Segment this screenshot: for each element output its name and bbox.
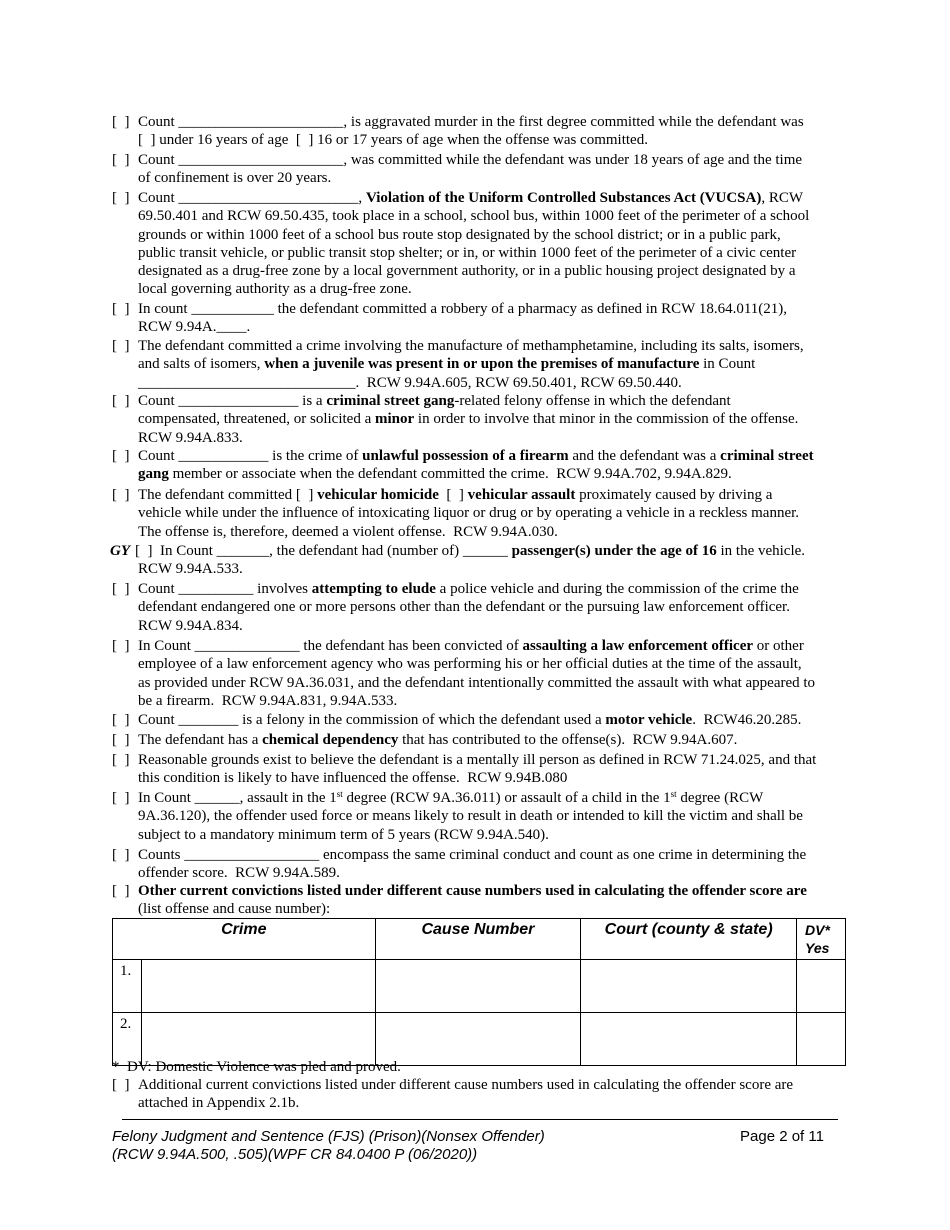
text-run: local governing authority as a drug-free zone. xyxy=(138,281,412,298)
finding-item xyxy=(112,789,839,844)
text-run: Counts __________________ encompass the same criminal conduct and count as one crime in determining the xyxy=(138,847,807,863)
finding-line xyxy=(138,826,839,844)
finding-line xyxy=(138,486,839,504)
finding-line xyxy=(138,864,839,882)
text-run: RCW 9.94A.____. xyxy=(138,319,251,336)
footer-title-line-2: (RCW 9.94A.500, .505)(WPF CR 84.0400 P (06/2020)) xyxy=(112,1146,478,1163)
finding-text xyxy=(138,189,839,299)
text-run: (list offense and cause number): xyxy=(138,901,331,918)
finding-item xyxy=(112,711,839,729)
text-run: Count ____________ is the crime of xyxy=(138,448,363,464)
text-run: . RCW46.20.285. xyxy=(692,712,802,728)
finding-line xyxy=(138,429,839,447)
finding-line xyxy=(138,374,839,392)
finding-text xyxy=(138,300,839,337)
text-run: in the vehicle. xyxy=(716,543,806,559)
table-header-row xyxy=(113,919,846,960)
finding-line xyxy=(138,465,839,483)
text-run: _____________________________. RCW 9.94A.605, RCW 69.50.401, RCW 69.50.440. xyxy=(138,374,682,391)
finding-item xyxy=(112,751,839,788)
text-run: [ ] xyxy=(438,487,468,503)
emphasis-text: vehicular homicide xyxy=(317,487,439,503)
emphasis-text: chemical dependency xyxy=(262,732,399,748)
cause-number-cell[interactable] xyxy=(375,960,581,1013)
emphasis-text: criminal street gang xyxy=(326,393,455,409)
finding-checkbox[interactable]: [ ] xyxy=(112,301,130,317)
finding-line xyxy=(138,207,839,225)
emphasis-text: passenger(s) under the age of 16 xyxy=(511,543,717,559)
emphasis-text: gang xyxy=(138,466,169,483)
finding-line xyxy=(138,113,839,131)
text-run: In Count ______, assault in the 1 xyxy=(138,790,337,806)
text-run: degree (RCW xyxy=(676,790,764,806)
finding-line xyxy=(138,392,839,410)
finding-checkbox[interactable]: [ ] xyxy=(112,638,130,654)
text-run: The defendant committed [ ] xyxy=(138,487,318,503)
text-run: In Count ______________ the defendant has been convicted of xyxy=(138,638,523,654)
gy-marker: GY xyxy=(110,543,130,559)
emphasis-text: Violation of the Uniform Controlled Substances Act (VUCSA) xyxy=(365,190,762,206)
finding-item xyxy=(112,486,839,541)
finding-line xyxy=(138,598,839,616)
column-header-cause-number: Cause Number xyxy=(375,919,581,960)
text-run: employee of a law enforcement agency who was performing his or her official duties at the time of the assault, xyxy=(138,656,802,673)
finding-text xyxy=(138,711,839,729)
court-cell[interactable] xyxy=(581,960,797,1013)
text-run: RCW 9.94A.533. xyxy=(138,561,243,578)
footer-title-line-1: Felony Judgment and Sentence (FJS) (Prison)(Nonsex Offender) xyxy=(112,1128,545,1145)
text-run: proximately caused by driving a xyxy=(575,487,773,503)
text-run: offender score. RCW 9.94A.589. xyxy=(138,865,340,882)
emphasis-text: motor vehicle xyxy=(605,712,693,728)
finding-checkbox[interactable]: [ ] xyxy=(112,581,130,597)
other-convictions-table xyxy=(112,918,846,1066)
finding-line xyxy=(138,318,839,336)
text-run: vehicle while under the influence of intoxicating liquor or drug or by operating a vehicle in a reckless manner. xyxy=(138,505,800,522)
finding-text xyxy=(138,151,839,188)
finding-checkbox[interactable]: [ ] xyxy=(112,190,130,206)
finding-text xyxy=(138,731,839,749)
finding-line xyxy=(138,655,839,673)
finding-line xyxy=(138,617,839,635)
finding-line xyxy=(138,189,839,207)
finding-line xyxy=(138,355,839,373)
gy-marker-wrap xyxy=(110,542,130,560)
text-run: RCW 9.94A.834. xyxy=(138,617,243,634)
text-run: designated as a drug-free zone by a local government authority, or in a public housing project designated by a xyxy=(138,263,796,280)
text-run: that has contributed to the offense(s). RCW 9.94A.607. xyxy=(398,732,738,748)
emphasis-text: criminal street xyxy=(720,448,814,464)
text-run: in order to involve that minor in the commission of the offense. xyxy=(414,411,799,428)
finding-text xyxy=(138,447,839,484)
finding-checkbox[interactable]: [ ] xyxy=(112,883,130,899)
dv-note xyxy=(112,1058,839,1076)
text-run: Reasonable grounds exist to believe the defendant is a mentally ill person as defined in RCW 71.24.025, and that xyxy=(138,752,817,768)
crime-cell[interactable] xyxy=(141,960,375,1013)
text-run: of confinement is over 20 years. xyxy=(138,170,332,187)
additional-convictions-item xyxy=(112,1076,839,1113)
finding-text xyxy=(135,542,839,579)
text-run: 9A.36.120), the offender used force or means likely to result in death or intended to kill the victim and shall be xyxy=(138,808,803,825)
emphasis-text: attempting to elude xyxy=(311,581,436,597)
text-run: 69.50.401 and RCW 69.50.435, took place in a school, school bus, within 1000 feet of the perimeter of a school xyxy=(138,208,810,225)
finding-checkbox[interactable]: [ ] xyxy=(112,732,130,748)
text-run: st xyxy=(336,789,343,799)
additional-line-1: Additional current convictions listed under different cause numbers used in calculating the offender score are xyxy=(138,1077,794,1093)
text-run: , RCW xyxy=(761,190,804,206)
checkbox-additional-convictions[interactable]: [ ] xyxy=(112,1077,130,1093)
finding-text xyxy=(138,751,839,788)
dv-cell[interactable] xyxy=(797,960,846,1013)
finding-line xyxy=(138,447,839,465)
finding-line xyxy=(138,789,839,807)
text-run: grounds or within 1000 feet of a school bus route stop designated by the school district; or in a public park, xyxy=(138,226,781,243)
finding-line xyxy=(138,131,839,149)
finding-item xyxy=(112,637,839,710)
finding-item xyxy=(112,300,839,337)
text-run: Count ______________________, is aggravated murder in the first degree committed while the defendant was xyxy=(138,114,804,130)
text-run: a police vehicle and during the commission of the crime the xyxy=(435,581,799,597)
emphasis-text: unlawful possession of a firearm xyxy=(362,448,569,464)
finding-text xyxy=(138,580,839,635)
finding-text xyxy=(138,637,839,710)
finding-item xyxy=(112,151,839,188)
finding-item xyxy=(112,392,839,447)
finding-line xyxy=(138,692,839,710)
text-run: and salts of isomers, xyxy=(138,356,265,373)
text-run: member or associate when the defendant committed the crime. RCW 9.94A.702, 9.94A.829. xyxy=(168,466,732,483)
finding-text xyxy=(138,882,839,919)
finding-item xyxy=(112,337,839,392)
text-run: or other xyxy=(753,638,804,654)
finding-text xyxy=(138,789,839,844)
finding-line xyxy=(138,244,839,262)
finding-item xyxy=(112,731,839,749)
finding-item xyxy=(112,447,839,484)
finding-line xyxy=(138,169,839,187)
text-run: In count ___________ the defendant committed a robbery of a pharmacy as defined in RCW 18.64.011(21), xyxy=(138,301,787,317)
text-run: Count ________________________, xyxy=(138,190,366,206)
finding-line xyxy=(138,751,839,769)
finding-line xyxy=(138,807,839,825)
finding-item xyxy=(112,846,839,883)
text-run: and the defendant was a xyxy=(568,448,721,464)
finding-line xyxy=(138,580,839,598)
finding-line xyxy=(138,337,839,355)
finding-item xyxy=(112,113,839,150)
emphasis-text: Other current convictions listed under different cause numbers used in calculating the offender score are xyxy=(138,883,807,899)
row-number: 2. xyxy=(113,1013,142,1066)
text-run: degree (RCW 9A.36.011) or assault of a child in the 1 xyxy=(342,790,671,806)
finding-text xyxy=(138,337,839,392)
text-run: [ ] In Count _______, the defendant had (number of) ______ xyxy=(135,543,512,559)
text-run: -related felony offense in which the defendant xyxy=(454,393,731,409)
finding-checkbox[interactable]: [ ] xyxy=(112,152,130,168)
text-run: Count ________ is a felony in the commission of which the defendant used a xyxy=(138,712,606,728)
text-run: public transit vehicle, or public transit stop shelter; or in, or within 1000 feet of the perimeter of a civic center xyxy=(138,244,797,261)
finding-checkbox[interactable]: [ ] xyxy=(112,790,130,806)
footer-page-number: Page 2 of 11 xyxy=(740,1128,824,1145)
emphasis-text: vehicular assault xyxy=(467,487,576,503)
column-header-crime: Crime xyxy=(113,919,376,960)
text-run: be a firearm. RCW 9.94A.831, 9.94A.533. xyxy=(138,692,398,709)
finding-line xyxy=(138,226,839,244)
text-run: subject to a mandatory minimum term of 5 years (RCW 9.94A.540). xyxy=(138,826,549,843)
finding-item xyxy=(112,189,839,299)
text-run: The defendant has a xyxy=(138,732,263,748)
dv-header-label: DV* xyxy=(805,922,830,938)
finding-checkbox[interactable]: [ ] xyxy=(112,712,130,728)
text-run: Count ______________________, was committed while the defendant was under 18 years of age and the time xyxy=(138,152,803,168)
finding-checkbox[interactable]: [ ] xyxy=(112,393,130,409)
text-run: in Count xyxy=(699,356,756,373)
finding-checkbox[interactable]: [ ] xyxy=(112,752,130,768)
finding-checkbox[interactable]: [ ] xyxy=(112,847,130,863)
finding-line xyxy=(138,262,839,280)
row-number: 1. xyxy=(113,960,142,1013)
additional-line-2: attached in Appendix 2.1b. xyxy=(138,1095,300,1112)
finding-item xyxy=(112,882,839,919)
finding-item xyxy=(112,580,839,635)
text-run: The offense is, therefore, deemed a violent offense. RCW 9.94A.030. xyxy=(138,523,558,540)
finding-text xyxy=(138,113,839,150)
finding-line xyxy=(138,846,839,864)
finding-line xyxy=(138,300,839,318)
footer-form-title xyxy=(112,1128,545,1164)
text-run: [ ] under 16 years of age [ ] 16 or 17 years of age when the offense was committed. xyxy=(138,132,648,149)
finding-text xyxy=(138,486,839,541)
finding-checkbox[interactable]: [ ] xyxy=(112,487,130,503)
finding-checkbox[interactable]: [ ] xyxy=(112,448,130,464)
finding-item xyxy=(112,542,839,579)
finding-line xyxy=(138,711,839,729)
text-run: this condition is likely to have influenced the offense. RCW 9.94B.080 xyxy=(138,770,568,787)
table-row xyxy=(113,960,846,1013)
finding-text xyxy=(138,846,839,883)
finding-checkbox[interactable]: [ ] xyxy=(112,114,130,130)
dv-yes-label: Yes xyxy=(805,940,830,956)
finding-line xyxy=(138,560,839,578)
finding-line xyxy=(138,674,839,692)
finding-line xyxy=(138,882,839,900)
emphasis-text: when a juvenile was present in or upon the premises of manufacture xyxy=(264,356,700,373)
finding-line xyxy=(138,637,839,655)
finding-line xyxy=(138,410,839,428)
finding-line xyxy=(138,900,839,918)
text-run: The defendant committed a crime involving the manufacture of methamphetamine, including its salts, isomers, xyxy=(138,338,804,354)
text-run: RCW 9.94A.833. xyxy=(138,429,243,446)
finding-line xyxy=(138,523,839,541)
finding-line xyxy=(138,731,839,749)
emphasis-text: assaulting a law enforcement officer xyxy=(522,638,754,654)
finding-text xyxy=(138,392,839,447)
finding-line xyxy=(138,769,839,787)
finding-checkbox[interactable]: [ ] xyxy=(112,338,130,354)
footer-divider xyxy=(122,1119,838,1120)
emphasis-text: minor xyxy=(375,411,415,428)
column-header-court: Court (county & state) xyxy=(581,919,797,960)
column-header-dv xyxy=(797,919,846,960)
text-run: st xyxy=(670,789,677,799)
text-run: Count __________ involves xyxy=(138,581,312,597)
finding-line xyxy=(138,151,839,169)
dv-note-text: * DV: Domestic Violence was pled and proved. xyxy=(112,1059,401,1075)
text-run: defendant endangered one or more persons other than the defendant or the pursuing law enforcement officer. xyxy=(138,599,790,616)
text-run: as provided under RCW 9A.36.031, and the defendant intentionally committed the assault with what appeared to xyxy=(138,674,816,691)
text-run: Count ________________ is a xyxy=(138,393,327,409)
finding-line xyxy=(138,504,839,522)
text-run: compensated, threatened, or solicited a xyxy=(138,411,375,428)
finding-line xyxy=(138,280,839,298)
finding-line xyxy=(135,542,839,560)
